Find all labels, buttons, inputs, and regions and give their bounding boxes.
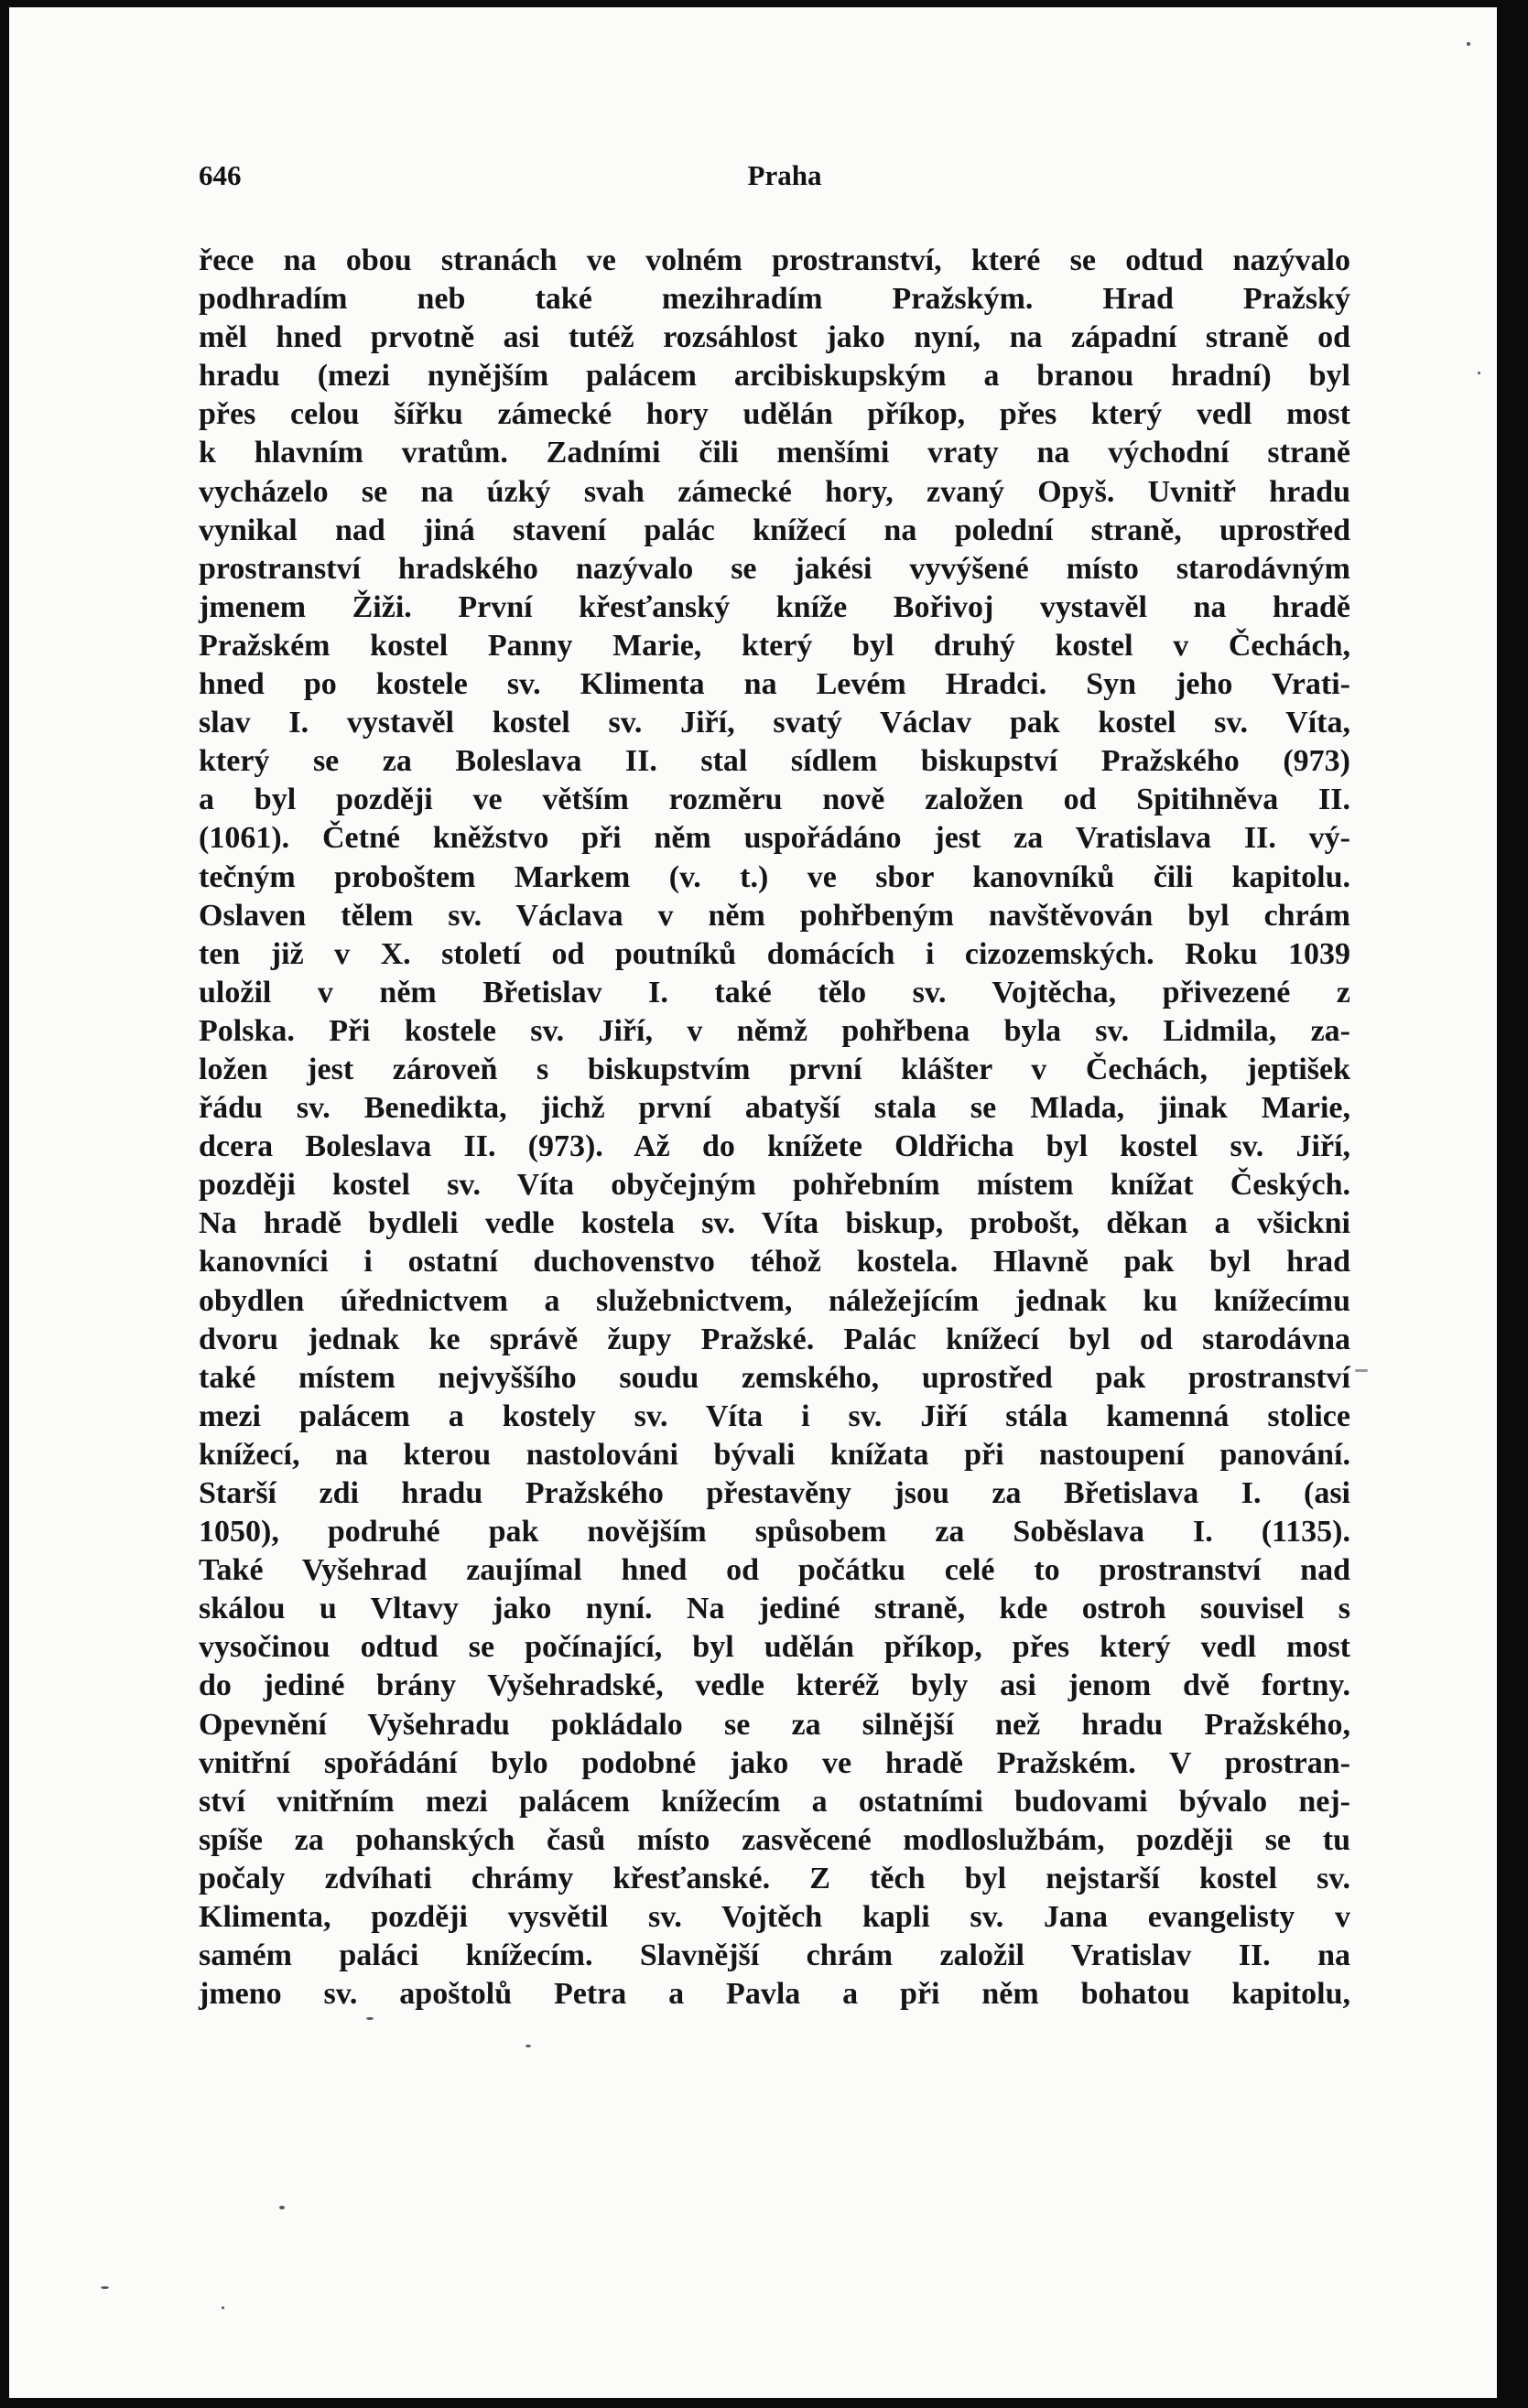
scan-speck [1355, 1369, 1368, 1372]
text-line: vycházelo se na úzký svah zámecké hory, zvaný Opyš. Uvnitř hradu [199, 474, 1350, 509]
scan-speck [1467, 42, 1470, 46]
scan-speck [222, 2306, 224, 2309]
text-line: dvoru jednak ke správě župy Pražské. Palác knížecí byl od starodávna [199, 1322, 1350, 1356]
text-line: ložen jest zároveň s biskupstvím první klášter v Čechách, jeptišek [199, 1052, 1350, 1086]
text-line: ství vnitřním mezi palácem knížecím a ostatními budovami bývalo nej- [199, 1784, 1350, 1819]
text-line: obydlen úřednictvem a služebnictvem, náležejícím jednak ku knížecímu [199, 1283, 1350, 1318]
body-text [199, 242, 1350, 2014]
text-line: vysočinou odtud se počínající, byl udělán příkop, přes který vedl most [199, 1630, 1350, 1665]
text-line: hned po kostele sv. Klimenta na Levém Hradci. Syn jeho Vrati- [199, 667, 1350, 702]
text-line: ten již v X. století od poutníků domácích i cizozemských. Roku 1039 [199, 936, 1350, 971]
text-line: který se za Boleslava II. stal sídlem biskupství Pražského (973) [199, 744, 1350, 779]
text-line: k hlavním vratům. Zadními čili menšími vraty na východní straně [199, 436, 1350, 470]
text-line: Na hradě bydleli vedle kostela sv. Víta biskup, probošt, děkan a všickni [199, 1206, 1350, 1241]
text-line: a byl později ve větším rozměru nově založen od Spitihněva II. [199, 783, 1350, 817]
text-line: dcera Boleslava II. (973). Až do knížete Oldřicha byl kostel sv. Jiří, [199, 1129, 1350, 1164]
text-line: tečným proboštem Markem (v. t.) ve sbor kanovníků čili kapitolu. [199, 859, 1350, 894]
text-line: slav I. vystavěl kostel sv. Jiří, svatý Václav pak kostel sv. Víta, [199, 706, 1350, 740]
text-line: skálou u Vltavy jako nyní. Na jediné straně, kde ostroh souvisel s [199, 1592, 1350, 1626]
text-line: Klimenta, později vysvětil sv. Vojtěch kapli sv. Jana evangelisty v [199, 1900, 1350, 1935]
scan-speck [526, 2045, 531, 2047]
scan-speck [1478, 372, 1480, 374]
text-line: přes celou šířku zámecké hory udělán příkop, přes který vedl most [199, 397, 1350, 432]
text-line: mezi palácem a kostely sv. Víta i sv. Jiří stála kamenná stolice [199, 1398, 1350, 1433]
text-line: Starší zdi hradu Pražského přestavěny jsou za Břetislava I. (asi [199, 1476, 1350, 1510]
text-line: Pražském kostel Panny Marie, který byl druhý kostel v Čechách, [199, 628, 1350, 663]
text-line: 1050), podruhé pak novějším spůsobem za Soběslava I. (1135). [199, 1515, 1350, 1550]
text-line: uložil v něm Břetislav I. také tělo sv. Vojtěcha, přivezené z [199, 975, 1350, 1010]
text-line: knížecí, na kterou nastolováni bývali knížata při nastoupení panování. [199, 1437, 1350, 1472]
text-line: řece na obou stranách ve volném prostranství, které se odtud nazývalo [199, 243, 1350, 277]
text-line: vynikal nad jiná stavení palác knížecí na polední straně, uprostřed [199, 513, 1350, 547]
book-page [9, 7, 1497, 2398]
text-line: jmeno sv. apoštolů Petra a Pavla a při něm bohatou kapitolu, [199, 1977, 1350, 2012]
text-line: měl hned prvotně asi tutéž rozsáhlost jako nyní, na západní straně od [199, 320, 1350, 355]
text-line: Polska. Při kostele sv. Jiří, v němž pohřbena byla sv. Lidmila, za- [199, 1013, 1350, 1048]
text-line: řádu sv. Benedikta, jichž první abatyší stala se Mlada, jinak Marie, [199, 1091, 1350, 1126]
scan-speck [366, 2017, 374, 2020]
text-line: Oslaven tělem sv. Václava v něm pohřbeným navštěvován byl chrám [199, 898, 1350, 933]
scan-speck [101, 2286, 109, 2289]
text-line: Opevnění Vyšehradu pokládalo se za silnější než hradu Pražského, [199, 1707, 1350, 1742]
text-line: samém paláci knížecím. Slavnější chrám založil Vratislav II. na [199, 1938, 1350, 1973]
text-line: kanovníci i ostatní duchovenstvo téhož kostela. Hlavně pak byl hrad [199, 1245, 1350, 1280]
scan-speck [279, 2206, 285, 2209]
text-line: prostranství hradského nazývalo se jakési vyvýšené místo starodávným [199, 551, 1350, 586]
text-line: také místem nejvyššího soudu zemského, uprostřed pak prostranství [199, 1360, 1350, 1395]
text-line: podhradím neb také mezihradím Pražským. Hrad Pražský [199, 282, 1350, 317]
text-line: (1061). Četné kněžstvo při něm uspořádáno jest za Vratislava II. vý- [199, 821, 1350, 856]
text-line: Také Vyšehrad zaujímal hned od počátku celé to prostranství nad [199, 1553, 1350, 1588]
text-line: počaly zdvíhati chrámy křesťanské. Z těch byl nejstarší kostel sv. [199, 1861, 1350, 1895]
text-line: spíše za pohanských časů místo zasvěcené modloslužbám, později se tu [199, 1822, 1350, 1857]
text-line: do jediné brány Vyšehradské, vedle kteréž byly asi jenom dvě fortny. [199, 1668, 1350, 1703]
text-line: vnitřní spořádání bylo podobné jako ve hradě Pražském. V prostran- [199, 1745, 1350, 1780]
page-header [199, 159, 1352, 205]
page-number: 646 [199, 159, 242, 191]
running-title: Praha [747, 159, 822, 191]
text-line: později kostel sv. Víta obyčejným pohřebním místem knížat Českých. [199, 1168, 1350, 1203]
text-line: jmenem Žiži. První křesťanský kníže Bořivoj vystavěl na hradě [199, 589, 1350, 624]
text-line: hradu (mezi nynějším palácem arcibiskupským a branou hradní) byl [199, 359, 1350, 394]
